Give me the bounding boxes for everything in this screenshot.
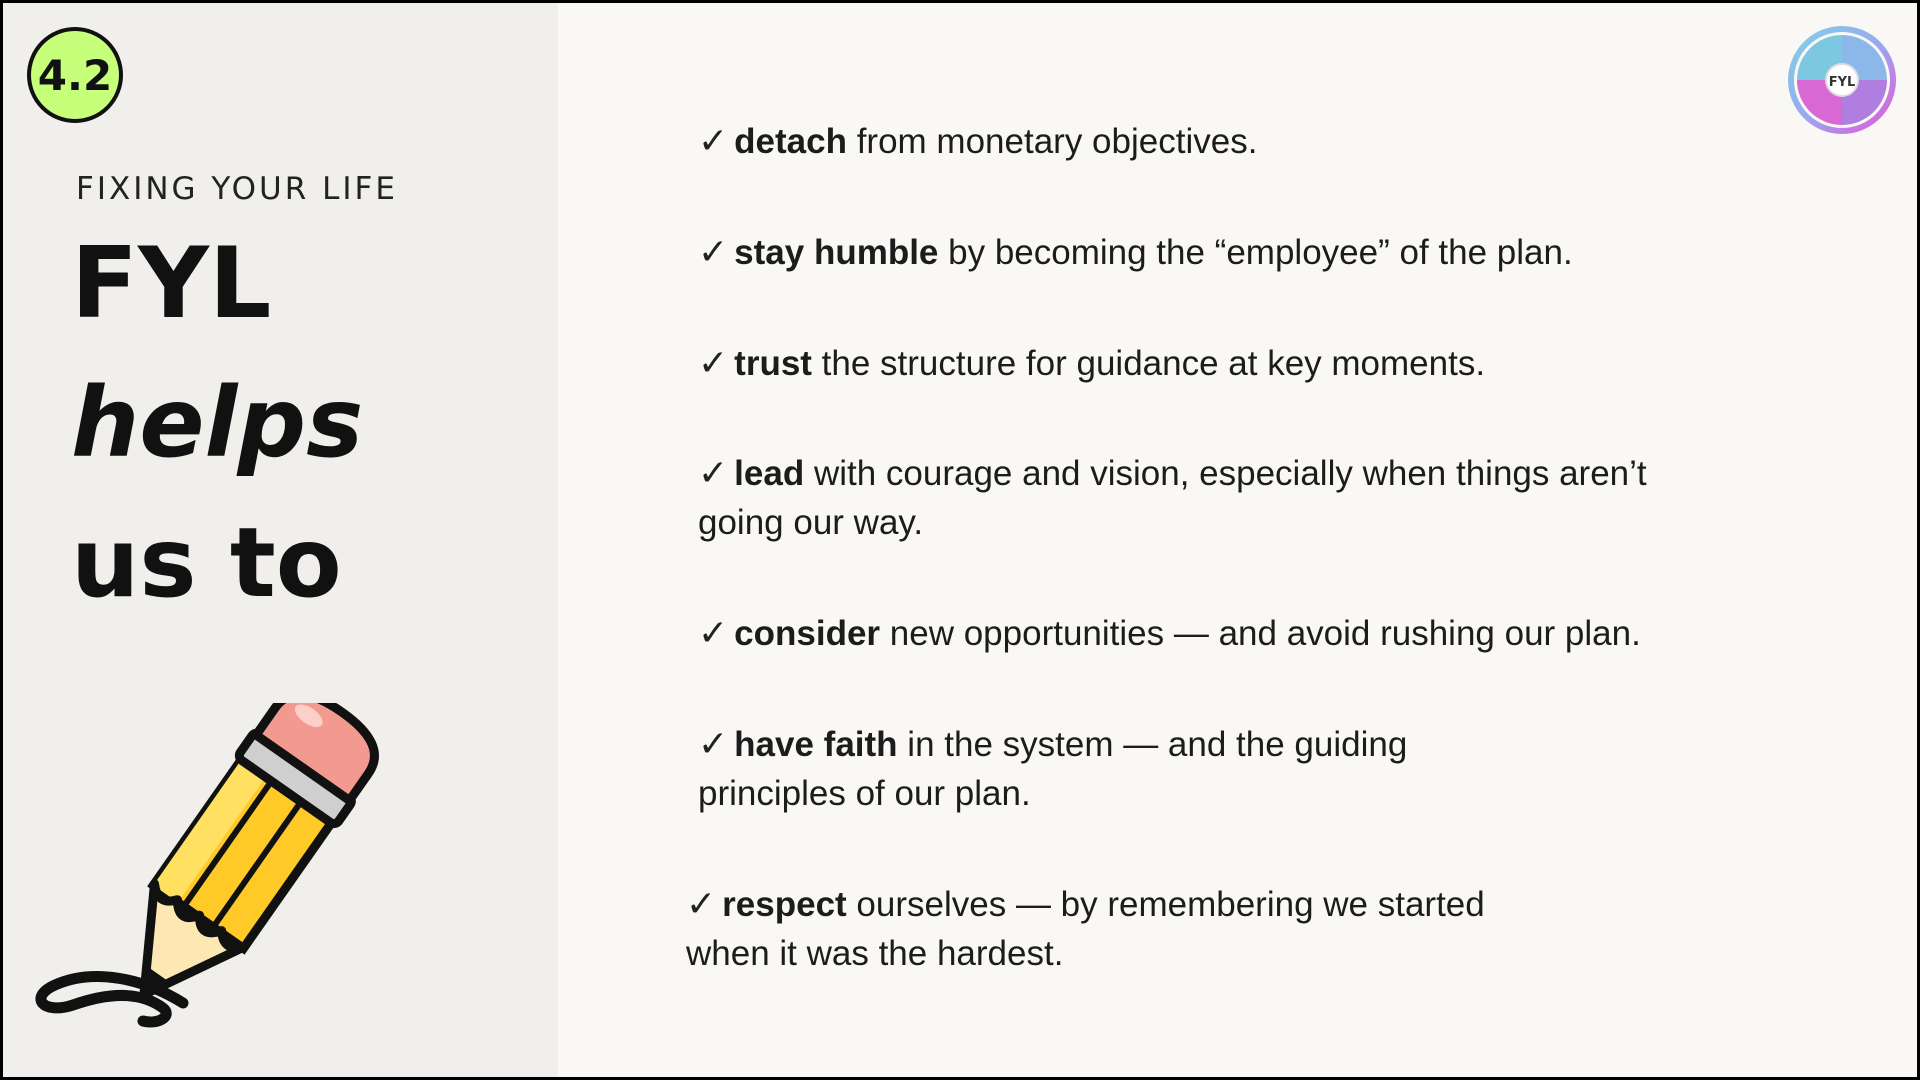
list-item-detach: [698, 117, 1798, 166]
item-text: new opportunities — and avoid rushing our plan.: [880, 614, 1641, 653]
fyl-logo-icon: [1787, 25, 1897, 135]
kicker-text: FIXING YOUR LIFE: [76, 171, 398, 207]
item-text: by becoming the “employee” of the plan.: [938, 233, 1573, 272]
item-bold: lead: [734, 454, 805, 493]
item-text: ourselves — by remembering we started when it was the hardest.: [686, 885, 1485, 973]
list-item-lead: [698, 449, 1738, 547]
item-bold: detach: [734, 122, 847, 161]
section-badge: 4.2: [27, 27, 123, 123]
item-bold: have faith: [734, 725, 898, 764]
logo-center-text: FYL: [1828, 75, 1856, 90]
item-text: in the system — and the guiding principles of our plan.: [698, 725, 1408, 813]
check-icon: ✓: [698, 232, 729, 273]
item-text: from monetary objectives.: [846, 122, 1258, 161]
item-bold: stay humble: [734, 233, 939, 272]
headline-line-1: FYL: [71, 227, 272, 341]
check-icon: ✓: [686, 884, 717, 925]
pencil-icon: [23, 703, 383, 1033]
item-bold: trust: [734, 344, 812, 383]
slide: [3, 3, 1917, 1077]
item-bold: consider: [734, 614, 881, 653]
left-panel: [3, 3, 558, 1077]
list-item-consider: [698, 609, 1798, 658]
headline-line-2: helps: [71, 367, 364, 479]
headline-line-3: us to: [71, 507, 342, 619]
item-text: with courage and vision, especially when things aren’t going our way.: [698, 454, 1647, 542]
list-item-respect: [686, 880, 1556, 978]
list-item-trust: [698, 339, 1798, 388]
check-icon: ✓: [698, 453, 729, 494]
list-item-have-faith: [698, 720, 1458, 818]
check-icon: ✓: [698, 343, 729, 384]
check-icon: ✓: [698, 121, 729, 162]
item-text: the structure for guidance at key moments.: [811, 344, 1486, 383]
check-icon: ✓: [698, 724, 729, 765]
check-icon: ✓: [698, 613, 729, 654]
item-bold: respect: [722, 885, 847, 924]
list-item-stay-humble: [698, 228, 1798, 277]
